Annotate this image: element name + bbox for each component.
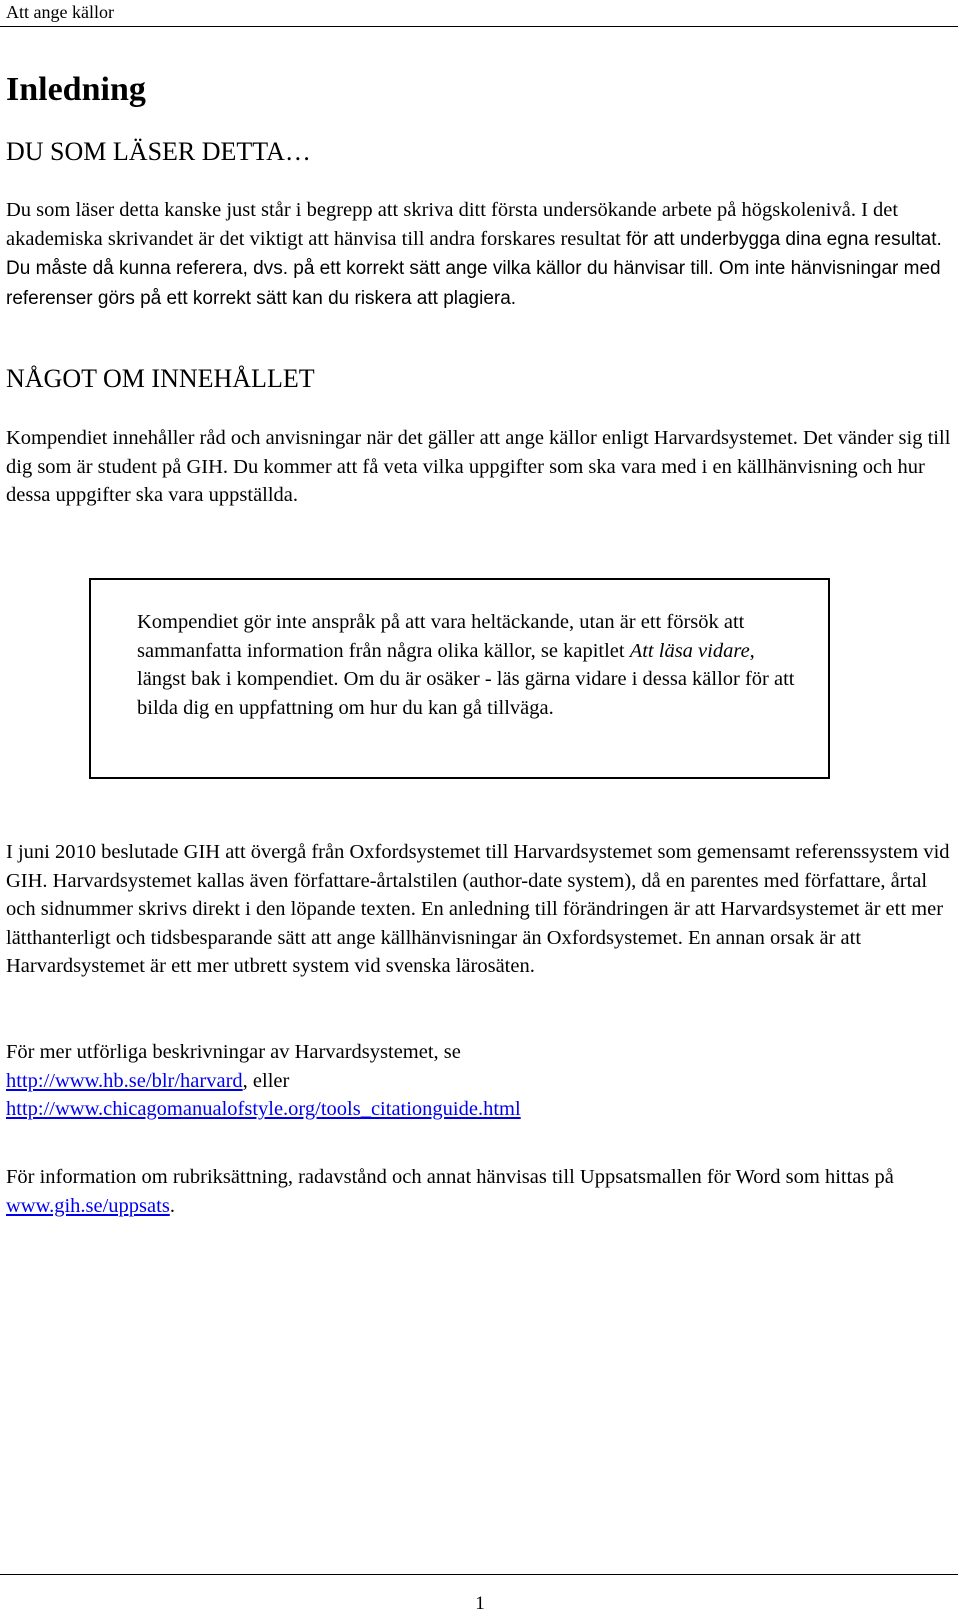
intro-text-serif: Du som läser detta kanske just står i begrepp att skriva ditt första undersökande arbete på högskolenivå. I det akademiska skrivandet är det viktigt att hänvisa till andra forskares resultat	[6, 199, 899, 250]
links-paragraph	[6, 1038, 954, 1124]
info-end: .	[169, 1194, 175, 1217]
notice-text	[137, 608, 797, 722]
header-divider	[0, 26, 958, 27]
notice-box	[89, 578, 830, 779]
section-title-content: NÅGOT OM INNEHÅLLET	[6, 364, 315, 393]
harvard-paragraph: I juni 2010 beslutade GIH att övergå från Oxfordsystemet till Harvardsystemet som gemensamt referenssystem vid GIH. Harvardsystemet kallas även författare-årtalstilen (author-date system), då en parentes med författare, årtal och sidnummer skrivs direkt i den löpande texten. En anledning till förändringen är att Harvardsystemet är ett mer lätthanterligt och tidsbesparande sätt att ange källhänvisningar än Oxfordsystemet. En annan orsak är att Harvardsystemet är ett mer utbrett system vid svenska lärosäten.	[6, 841, 950, 977]
intro-text-sans: för att underbygga dina egna resultat. Du måste då kunna referera, dvs. på ett korrekt sätt ange vilka källor du hänvisar till. Om inte hänvisningar med referenser görs på ett korrekt sätt kan du riskera att plagiera.	[6, 228, 942, 309]
harvard-link[interactable]: http://www.hb.se/blr/harvard	[6, 1069, 243, 1092]
page-heading: Inledning	[6, 71, 146, 108]
notice-chapter-title: Att läsa vidare,	[629, 639, 755, 662]
uppsats-link[interactable]: www.gih.se/uppsats	[6, 1194, 170, 1217]
info-paragraph	[6, 1163, 954, 1220]
content-paragraph: Kompendiet innehåller råd och anvisningar när det gäller att ange källor enligt Harvardsystemet. Det vänder sig till dig som är student på GIH. Du kommer att få veta vilka uppgifter som ska vara med i en källhänvisning och hur dessa uppgifter ska vara uppställda.	[6, 427, 951, 506]
section-title-reader: DU SOM LÄSER DETTA…	[6, 137, 311, 166]
notice-text-before: Kompendiet gör inte anspråk på att vara heltäckande, utan är ett försök att sammanfatta information från några olika källor, se kapitlet	[137, 611, 745, 662]
chicago-link[interactable]: http://www.chicagomanualofstyle.org/tools_citationguide.html	[6, 1098, 521, 1120]
page-number: 1	[475, 1593, 485, 1614]
intro-paragraph	[6, 196, 954, 313]
running-header: Att ange källor	[6, 2, 114, 22]
links-intro: För mer utförliga beskrivningar av Harvardsystemet, se	[6, 1041, 461, 1063]
footer-divider	[0, 1574, 958, 1575]
links-between: , eller	[242, 1069, 290, 1092]
notice-text-after: längst bak i kompendiet. Om du är osäker - läs gärna vidare i dessa källor för att bilda dig en uppfattning om hur du kan gå tillväga.	[137, 668, 795, 719]
info-text: För information om rubriksättning, radavstånd och annat hänvisas till Uppsatsmallen för Word som hittas på	[6, 1166, 894, 1188]
